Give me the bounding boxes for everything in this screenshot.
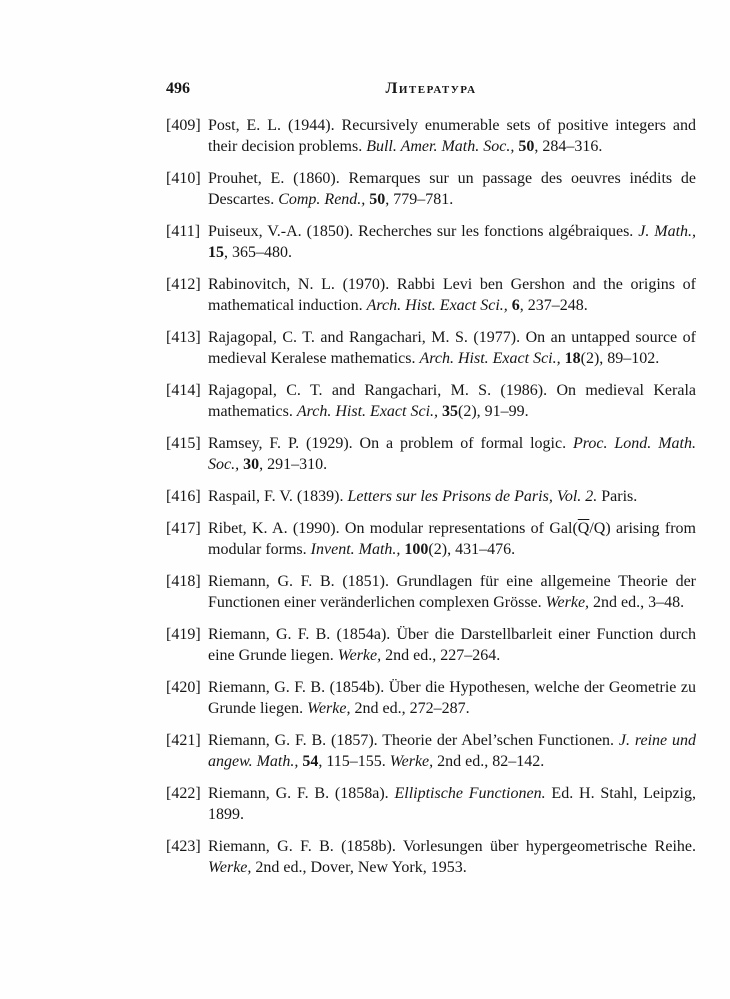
reference-label: [410] [166, 170, 201, 187]
reference-text: Riemann, G. F. B. (1858b). Vorlesungen über hypergeometrische Reihe. Werke, 2nd ed., Dover, New York, 1953. [208, 838, 696, 876]
reference-label: [422] [166, 785, 201, 802]
reference-entry [166, 168, 696, 210]
reference-entry [166, 518, 696, 560]
reference-entry [166, 571, 696, 613]
reference-label: [417] [166, 520, 201, 537]
reference-label: [420] [166, 679, 201, 696]
reference-text: Ramsey, F. P. (1929). On a problem of formal logic. Proc. Lond. Math. Soc., 30, 291–310. [208, 435, 696, 473]
reference-entry [166, 783, 696, 825]
reference-entry [166, 327, 696, 369]
reference-text: Rajagopal, C. T. and Rangachari, M. S. (1986). On medieval Kerala mathematics. Arch. Hist. Exact Sci., 35(2), 91–99. [208, 382, 696, 420]
reference-label: [415] [166, 435, 201, 452]
page-number: 496 [166, 80, 190, 97]
reference-text: Riemann, G. F. B. (1851). Grundlagen für eine allgemeine Theorie der Functionen einer veränderlichen complexen Grösse. Werke, 2nd ed., 3–48. [208, 573, 696, 611]
reference-text: Raspail, F. V. (1839). Letters sur les Prisons de Paris, Vol. 2. Paris. [208, 488, 638, 505]
reference-label: [414] [166, 382, 201, 399]
reference-entry [166, 221, 696, 263]
page-header-title: Литература [385, 80, 477, 97]
reference-entry [166, 274, 696, 316]
reference-label: [411] [166, 223, 201, 240]
reference-label: [423] [166, 838, 201, 855]
reference-text: Riemann, G. F. B. (1857). Theorie der Abel’schen Functionen. J. reine und angew. Math., 54, 115–155. Werke, 2nd ed., 82–142. [208, 732, 696, 770]
reference-entry [166, 115, 696, 157]
reference-label: [418] [166, 573, 201, 590]
reference-entry [166, 486, 696, 507]
reference-label: [421] [166, 732, 201, 749]
reference-label: [419] [166, 626, 201, 643]
reference-text: Rajagopal, C. T. and Rangachari, M. S. (1977). On an untapped source of medieval Keralese mathematics. Arch. Hist. Exact Sci., 18(2), 89–102. [208, 329, 696, 367]
reference-label: [409] [166, 117, 201, 134]
reference-text: Riemann, G. F. B. (1854a). Über die Darstellbarleit einer Function durch eine Grunde liegen. Werke, 2nd ed., 227–264. [208, 626, 696, 664]
reference-label: [416] [166, 488, 201, 505]
reference-text: Riemann, G. F. B. (1854b). Über die Hypothesen, welche der Geometrie zu Grunde liegen. Werke, 2nd ed., 272–287. [208, 679, 696, 717]
reference-list [166, 115, 696, 878]
reference-entry [166, 677, 696, 719]
reference-entry [166, 730, 696, 772]
reference-entry [166, 836, 696, 878]
reference-label: [412] [166, 276, 201, 293]
reference-text: Rabinovitch, N. L. (1970). Rabbi Levi ben Gershon and the origins of mathematical induction. Arch. Hist. Exact Sci., 6, 237–248. [208, 276, 696, 314]
page-content [166, 78, 696, 889]
reference-entry [166, 433, 696, 475]
reference-text: Post, E. L. (1944). Recursively enumerable sets of positive integers and their decision problems. Bull. Amer. Math. Soc., 50, 284–316. [208, 117, 696, 155]
reference-text: Prouhet, E. (1860). Remarques sur un passage des oeuvres inédits de Descartes. Comp. Rend., 50, 779–781. [208, 170, 696, 208]
reference-entry [166, 380, 696, 422]
reference-text: Ribet, K. A. (1990). On modular representations of $Gal(\overline{Q}/Q)$ arising from modular forms. Invent. Math., 100(2), 431–476. [208, 520, 697, 558]
reference-text: Riemann, G. F. B. (1858a). Elliptische Functionen. Ed. H. Stahl, Leipzig, 1899. [208, 785, 696, 823]
reference-text: Puiseux, V.-A. (1850). Recherches sur les fonctions algébraiques. J. Math., 15, 365–480. [208, 223, 697, 261]
running-head [166, 78, 696, 96]
reference-label: [413] [166, 329, 201, 346]
reference-entry [166, 624, 696, 666]
